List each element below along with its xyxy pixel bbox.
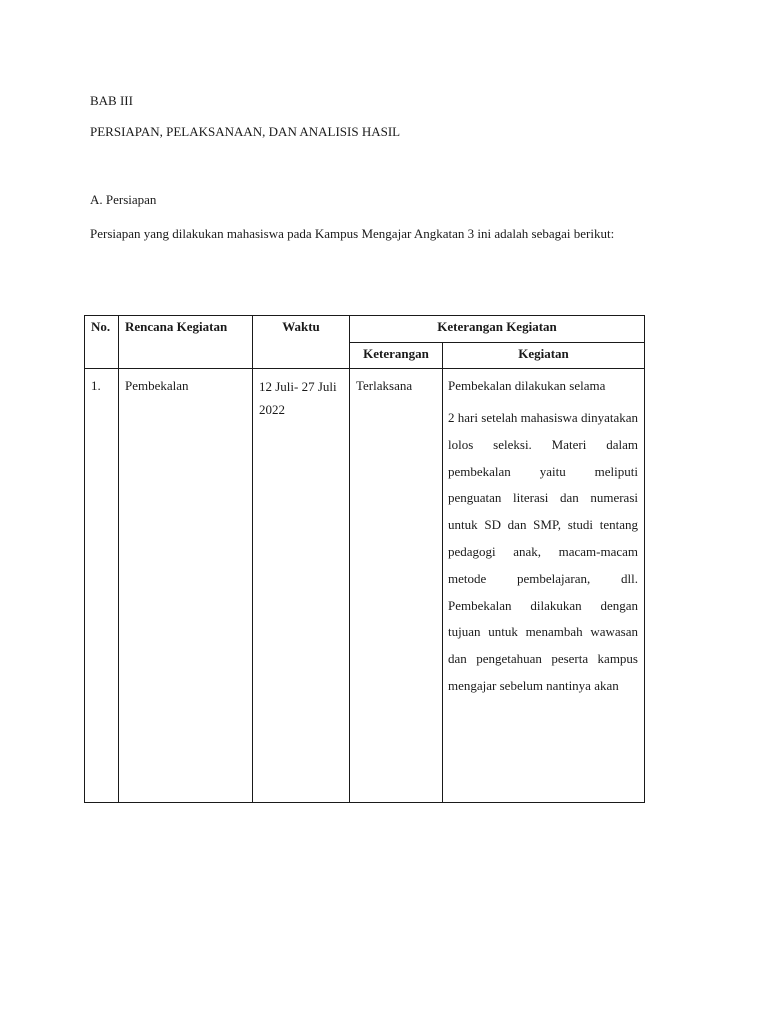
- header-keterangan-kegiatan: Keterangan Kegiatan: [350, 316, 645, 343]
- table-row: [85, 369, 645, 803]
- cell-no: 1.: [85, 369, 119, 803]
- section-heading: A. Persiapan: [90, 192, 157, 207]
- header-keterangan: Keterangan: [350, 343, 443, 369]
- header-rencana-kegiatan: Rencana Kegiatan: [119, 316, 253, 369]
- chapter-title: PERSIAPAN, PELAKSANAAN, DAN ANALISIS HASIL: [90, 124, 401, 139]
- waktu-line-2: 2022: [259, 402, 285, 417]
- activity-table: [84, 315, 645, 803]
- intro-paragraph: Persiapan yang dilakukan mahasiswa pada Kampus Mengajar Angkatan 3 ini adalah sebagai berikut:: [90, 226, 615, 241]
- header-waktu: Waktu: [253, 316, 350, 369]
- kegiatan-body: 2 hari setelah mahasiswa dinyatakan lolos seleksi. Materi dalam pembekalan yaitu meliputi penguatan literasi dan numerasi untuk SD dan SMP, studi tentang pedagogi anak, macam-macam metode pembelajaran, dll. Pembekalan dilakukan dengan tujuan untuk menambah wawasan dan pengetahuan peserta kampus mengajar sebelum nantinya akan: [448, 410, 638, 693]
- cell-rencana-kegiatan: Pembekalan: [119, 369, 253, 803]
- cell-kegiatan: [443, 369, 645, 803]
- cell-waktu: [253, 369, 350, 803]
- header-no: No.: [85, 316, 119, 369]
- chapter-label: BAB III: [90, 93, 133, 108]
- kegiatan-first-line: Pembekalan dilakukan selama: [448, 378, 606, 393]
- waktu-line-1: 12 Juli- 27 Juli: [259, 379, 337, 394]
- header-kegiatan: Kegiatan: [443, 343, 645, 369]
- cell-keterangan: Terlaksana: [350, 369, 443, 803]
